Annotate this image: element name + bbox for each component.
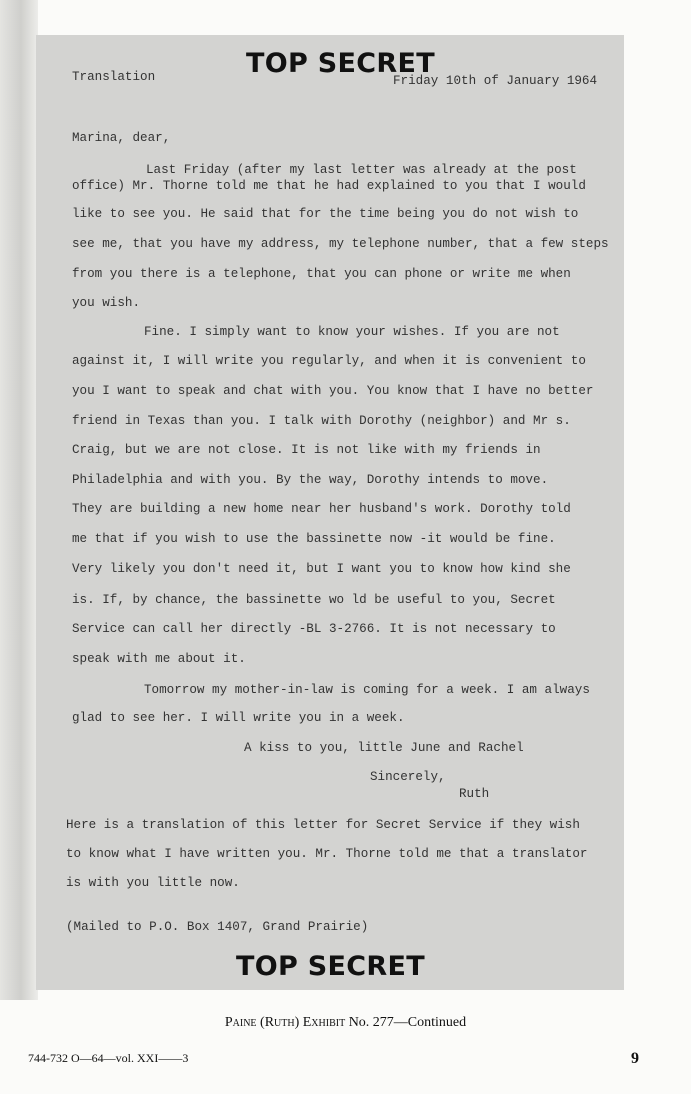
letter-line: speak with me about it.	[72, 652, 246, 666]
letter-line: Tomorrow my mother-in-law is coming for a week. I am always	[144, 683, 590, 697]
letter-line: glad to see her. I will write you in a week.	[72, 711, 405, 725]
letter-line: see me, that you have my address, my telephone number, that a few steps	[72, 237, 609, 251]
top-secret-stamp: TOP SECRET	[246, 48, 435, 79]
note-line: Here is a translation of this letter for Secret Service if they wish	[66, 818, 580, 832]
closing-line: Sincerely,	[370, 770, 446, 784]
letter-line: you I want to speak and chat with you. You know that I have no better	[72, 384, 594, 398]
letter-line: Very likely you don't need it, but I want you to know how kind she	[72, 562, 571, 576]
exhibit-name: Paine (Ruth) Exhibit	[224, 1015, 346, 1030]
translation-label: Translation	[72, 70, 156, 84]
letter-line: like to see you. He said that for the time being you do not wish to	[72, 207, 579, 221]
letter-line: Service can call her directly -BL 3-2766. It is not necessary to	[72, 622, 556, 636]
letter-line: Craig, but we are not close. It is not like with my friends in	[72, 443, 541, 457]
closing-line: A kiss to you, little June and Rachel	[244, 741, 524, 755]
letter-line: me that if you wish to use the bassinette now -it would be fine.	[72, 532, 556, 546]
letter-line: Fine. I simply want to know your wishes. If you are not	[144, 325, 560, 339]
letter-line: you wish.	[72, 296, 141, 310]
exhibit-caption	[0, 1015, 691, 1031]
exhibit-number: No. 277—Continued	[348, 1015, 467, 1030]
note-line: to know what I have written you. Mr. Thorne told me that a translator	[66, 847, 588, 861]
signature-name: Ruth	[459, 787, 490, 801]
letter-line: against it, I will write you regularly, and when it is convenient to	[72, 354, 586, 368]
letter-date: Friday 10th of January 1964	[393, 74, 598, 88]
letter-line: from you there is a telephone, that you can phone or write me when	[72, 267, 571, 281]
mailing-note: (Mailed to P.O. Box 1407, Grand Prairie)	[66, 920, 369, 934]
print-code: 744-732 O—64—vol. XXI——3	[28, 1051, 189, 1065]
letter-line: is. If, by chance, the bassinette wo ld be useful to you, Secret	[72, 593, 556, 607]
letter-line: Last Friday (after my last letter was already at the post	[146, 163, 577, 177]
letter-line: friend in Texas than you. I talk with Dorothy (neighbor) and Mr s.	[72, 414, 571, 428]
page-fold-edge	[0, 0, 38, 1000]
top-secret-stamp: TOP SECRET	[236, 951, 425, 982]
letter-line: office) Mr. Thorne told me that he had explained to you that I would	[72, 179, 586, 193]
note-line: is with you little now.	[66, 876, 240, 890]
letter-line: They are building a new home near her husband's work. Dorothy told	[72, 502, 571, 516]
page-number: 9	[631, 1050, 639, 1067]
letter-line: Philadelphia and with you. By the way, Dorothy intends to move.	[72, 473, 549, 487]
salutation: Marina, dear,	[72, 131, 171, 145]
